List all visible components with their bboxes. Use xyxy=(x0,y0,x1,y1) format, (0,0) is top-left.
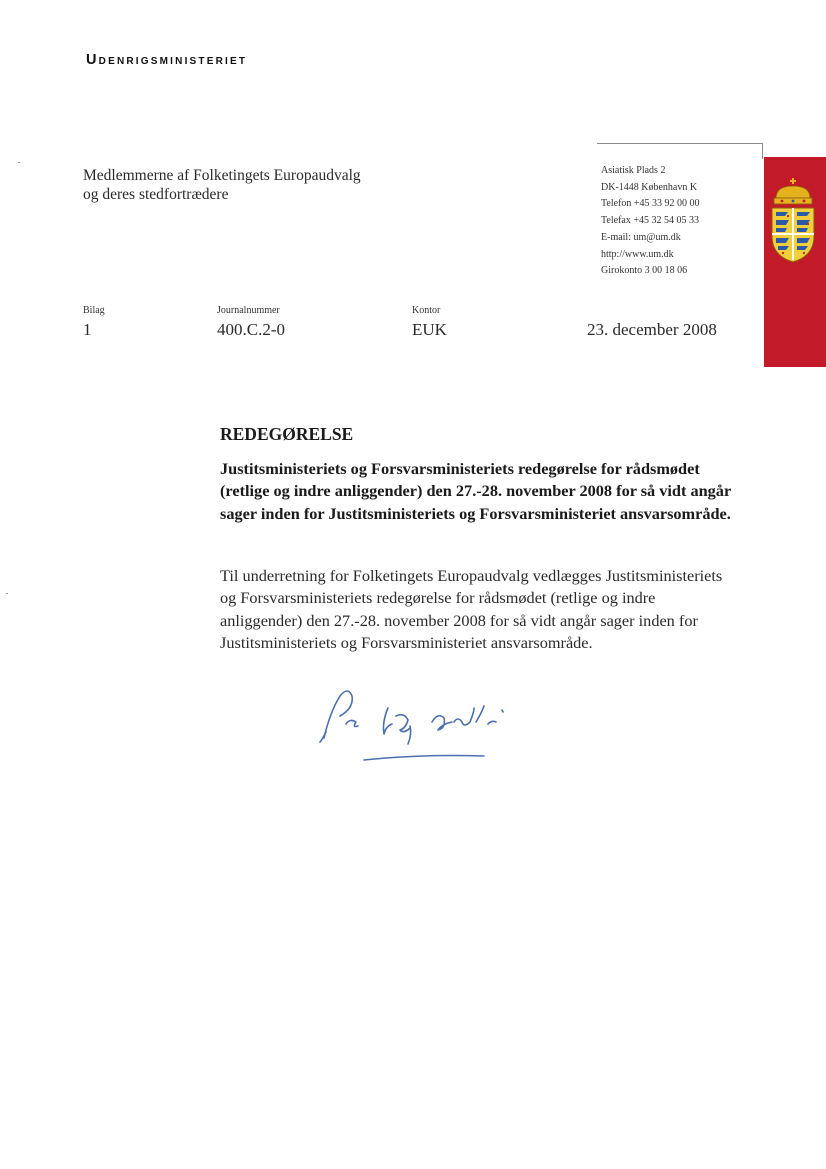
coat-of-arms-icon xyxy=(768,178,820,264)
address-rule xyxy=(597,143,763,144)
signature-image xyxy=(312,682,552,772)
address-line: DK-1448 København K xyxy=(601,181,698,193)
letter-date: 23. december 2008 xyxy=(587,320,717,339)
journal-label: Journalnummer xyxy=(217,305,280,316)
address-rule-tick xyxy=(762,143,763,159)
address-line: E-mail: um@um.dk xyxy=(601,231,681,243)
shield-icon xyxy=(772,208,814,262)
recipient-line: og deres stedfortrædere xyxy=(83,186,229,203)
address-line: Asiatisk Plads 2 xyxy=(601,165,666,176)
address-line: http://www.um.dk xyxy=(601,248,674,260)
sender-address xyxy=(601,163,700,280)
recipient-line: Medlemmerne af Folketingets Europaudvalg xyxy=(83,167,361,184)
address-line: Girokonto 3 00 18 06 xyxy=(601,265,688,277)
recipient-block xyxy=(83,166,361,204)
address-line: Telefon +45 33 92 00 00 xyxy=(601,198,700,210)
crown-icon xyxy=(774,178,812,204)
document-heading: REDEGØRELSE xyxy=(220,424,354,444)
bilag-label: Bilag xyxy=(83,305,105,316)
kontor-label: Kontor xyxy=(412,305,441,316)
subject-paragraph: Justitsministeriets og Forsvarsministeriets redegørelse for rådsmødet (retlige og indre anliggender) den 27.-28. november 2008 for så vidt angår sager inden for Justitsministeriets og Forsvarsministeriet ansvarsområde. xyxy=(220,459,731,523)
kontor-value: EUK xyxy=(412,320,447,339)
bilag-value: 1 xyxy=(83,320,92,339)
body-paragraph: Til underretning for Folketingets Europaudvalg vedlægges Justitsministeriets og Forsvarsministeriets redegørelse for rådsmødet (retlige og indre anliggender) den 27.-28. november 2008 for så vidt angår sager inden for Justitsministeriets og Forsvarsministeriet ansvarsområde. xyxy=(220,566,723,652)
address-line: Telefax +45 32 54 05 33 xyxy=(601,215,699,227)
ministry-name: Udenrigsministeriet xyxy=(86,52,248,68)
journal-value: 400.C.2-0 xyxy=(217,320,285,339)
scan-speck xyxy=(6,593,8,594)
scan-speck xyxy=(18,162,20,163)
